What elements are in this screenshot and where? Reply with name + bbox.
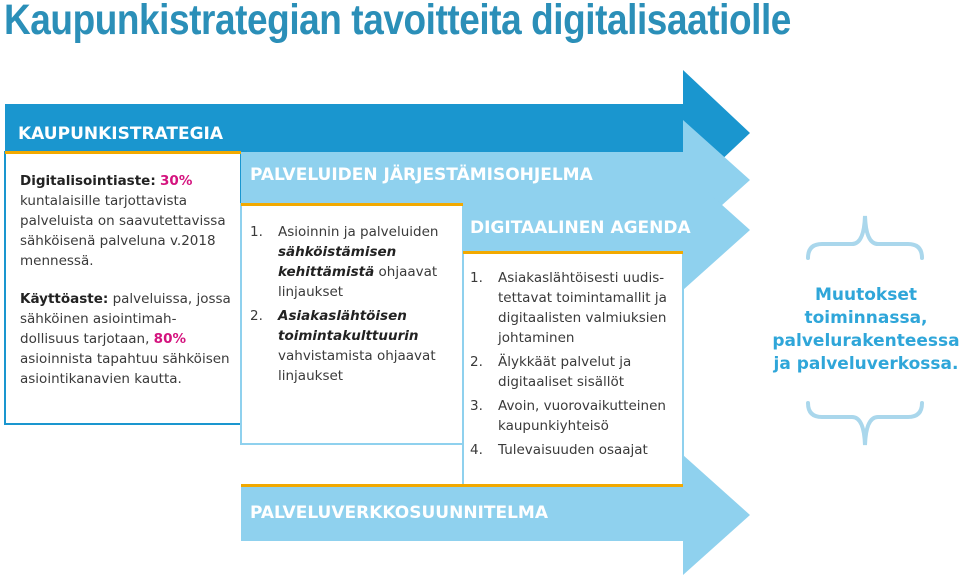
list-item-text: Tulevaisuuden osaajat <box>498 442 648 458</box>
kayttoaste-text-a: palveluissa, jossa sähköinen asiointimah- dollisuus tarjotaan, <box>20 291 231 347</box>
list-item <box>250 306 455 386</box>
kayttoaste-value: 80% <box>153 331 186 347</box>
digitalisointiaste-value: 30% <box>160 173 193 189</box>
list-item-number: 2. <box>470 354 483 370</box>
list-item-number: 4. <box>470 442 483 458</box>
page-title: Kaupunkistrategian tavoitteita digitalisaatiolle <box>4 0 791 44</box>
digitalisointiaste-text: kuntalaisille tarjottavista palveluista on saavutettavissa sähköisenä palveluna v.2018 mennessä. <box>20 193 226 269</box>
kayttoaste-text-b: asioinnista tapahtuu sähköisen asiointikanavien kautta. <box>20 351 230 387</box>
agenda-header: DIGITAALINEN AGENDA <box>470 218 691 238</box>
result-text <box>770 284 960 376</box>
palveluverkko-divider <box>241 484 683 487</box>
result-line: palvelurakenteessa <box>772 331 960 351</box>
list-item-number: 1. <box>470 270 483 286</box>
list-item <box>470 396 682 436</box>
list-item-number: 3. <box>470 398 483 414</box>
list-item-emphasis: Asiakaslähtöisen toimintakulttuurin <box>278 308 419 344</box>
list-item-text: Asioinnin ja palveluiden <box>278 224 439 240</box>
digitalisointiaste-label: Digitalisointiaste: <box>20 173 156 189</box>
list-item <box>470 440 682 460</box>
list-item-text: vahvistamista ohjaavat linjaukset <box>278 348 436 384</box>
kaupunkistrategia-header: KAUPUNKISTRATEGIA <box>18 124 224 144</box>
list-item-text: Asiakaslähtöisesti uudis- tettavat toimintamallit ja digitaalisten valmiuksien johtaminen <box>498 270 667 346</box>
kaupunkistrategia-text <box>20 171 235 389</box>
palveluverkko-header: PALVELUVERKKOSUUNNITELMA <box>250 503 548 523</box>
list-item-text: Älykkäät palvelut ja digitaaliset sisällöt <box>498 354 632 390</box>
list-item <box>470 268 682 348</box>
list-item <box>250 222 455 302</box>
result-line: Muutokset <box>814 285 917 305</box>
list-item-number: 2. <box>250 308 263 324</box>
list-item-emphasis: sähköistämisen kehittämistä <box>278 244 397 280</box>
result-line: ja palveluverkossa. <box>773 354 959 374</box>
palveluiden-header: PALVELUIDEN JÄRJESTÄMISOHJELMA <box>250 165 593 185</box>
top-brace-icon <box>800 208 930 263</box>
palveluiden-list <box>250 222 455 390</box>
list-item-text: ohjaavat linjaukset <box>278 264 438 300</box>
list-item <box>470 352 682 392</box>
list-item-number: 1. <box>250 224 263 240</box>
kayttoaste-label: Käyttöaste: <box>20 291 109 307</box>
kayttoaste-paragraph <box>20 289 235 389</box>
kaupunkistrategia-divider <box>5 151 241 154</box>
bottom-brace-icon <box>800 398 930 453</box>
digitalisointiaste-paragraph <box>20 171 235 271</box>
list-item-text: Avoin, vuorovaikutteinen kaupunkiyhteisö <box>498 398 666 434</box>
palveluiden-divider <box>241 203 463 206</box>
agenda-divider <box>463 251 683 254</box>
result-line: toiminnassa, <box>804 308 928 328</box>
agenda-list <box>470 268 682 464</box>
